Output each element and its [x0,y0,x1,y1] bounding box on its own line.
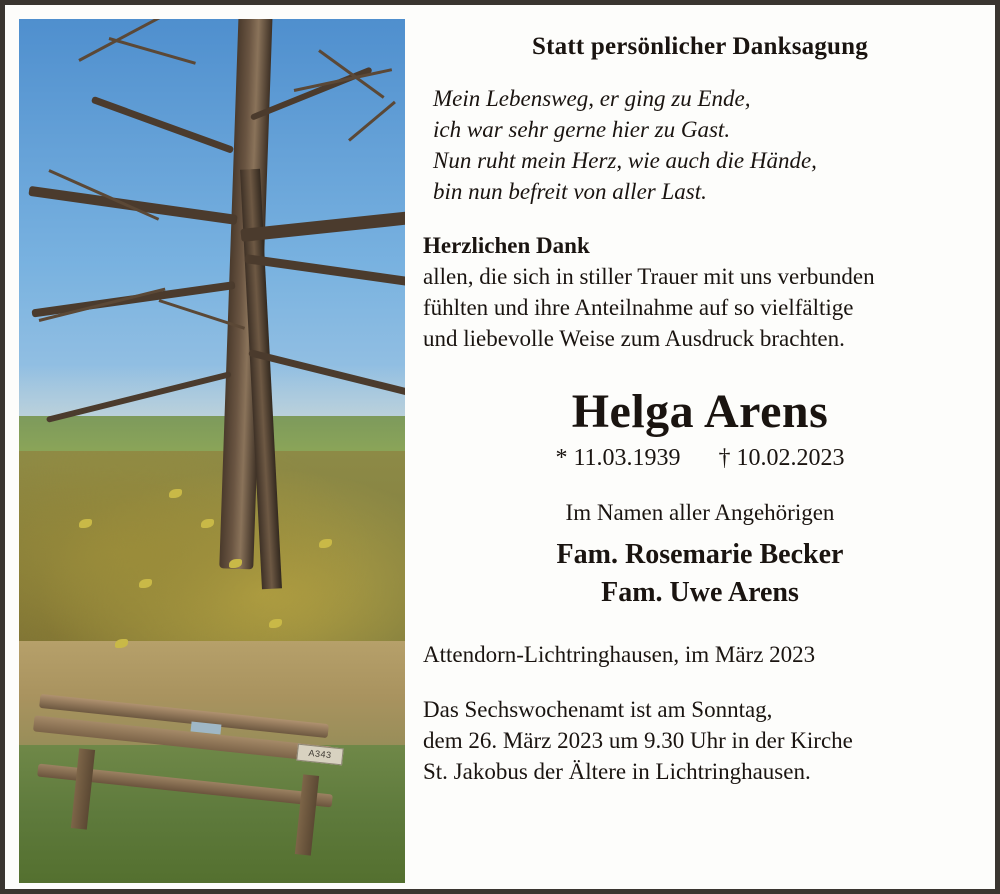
text-column [405,5,995,889]
family-names [423,536,977,612]
deceased-name: Helga Arens [571,385,829,438]
poem-line: bin nun befreit von aller Last. [433,179,707,204]
bench-tag-label: A343 [296,744,344,766]
poem-block [433,83,977,207]
place-and-date: Attendorn-Lichtringhausen, im März 2023 [423,642,816,667]
birth-date: * 11.03.1939 [555,445,681,471]
thanks-line: und liebevolle Weise zum Ausdruck brachten. [423,326,845,351]
life-dates [423,445,977,472]
on-behalf-text: Im Namen aller Angehörigen [565,500,835,525]
service-line: Das Sechswochenamt ist am Sonntag, [423,697,773,722]
memorial-photo [19,19,405,883]
poem-line: Nun ruht mein Herz, wie auch die Hände, [433,148,817,173]
card-heading: Statt persönlicher Danksagung [532,33,868,60]
thanks-body [423,261,977,354]
family-line: Fam. Uwe Arens [601,577,799,608]
photo-column [5,5,405,889]
thanks-line: allen, die sich in stiller Trauer mit uns verbunden [423,264,875,289]
service-line: St. Jakobus der Ältere in Lichtringhausen. [423,759,811,784]
poem-line: Mein Lebensweg, er ging zu Ende, [433,86,751,111]
death-date: † 10.02.2023 [718,445,845,471]
family-line: Fam. Rosemarie Becker [556,539,844,570]
service-announcement [423,694,977,787]
thanks-line: fühlten und ihre Anteilnahme auf so vielfältige [423,295,854,320]
service-line: dem 26. März 2023 um 9.30 Uhr in der Kirche [423,728,853,753]
poem-line: ich war sehr gerne hier zu Gast. [433,117,731,142]
thanks-title: Herzlichen Dank [423,233,590,258]
